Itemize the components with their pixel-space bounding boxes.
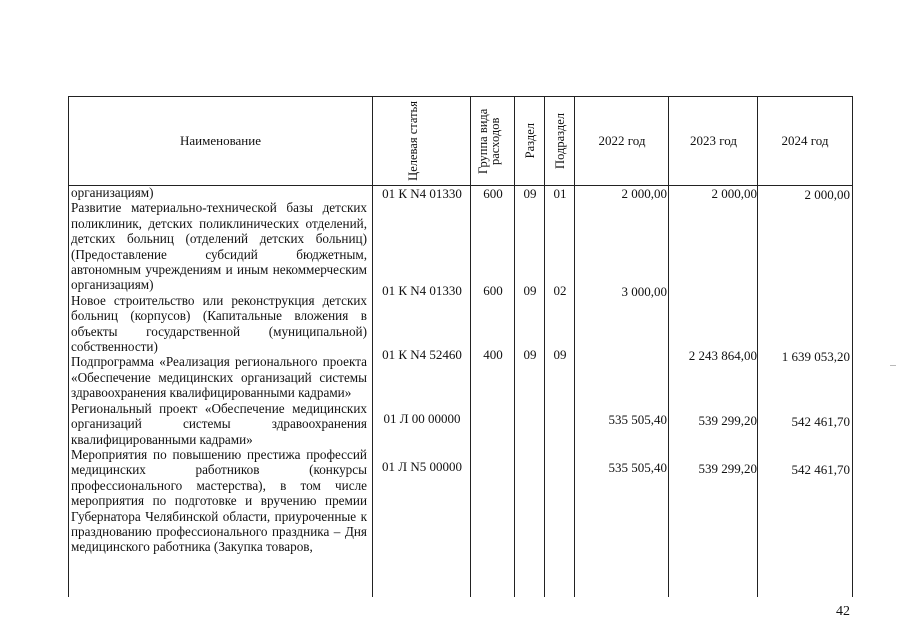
row-amount-2022: 3 000,00 bbox=[621, 284, 667, 299]
row-amount-2022: 535 505,40 bbox=[608, 460, 667, 475]
row-amount-2024: 1 639 053,20 bbox=[781, 349, 850, 364]
header-2024: 2024 год bbox=[781, 133, 829, 148]
column-divider bbox=[668, 97, 669, 597]
name-column bbox=[69, 185, 372, 597]
row-section: 09 bbox=[523, 347, 537, 362]
row-target-article: 01 К N4 01330 bbox=[382, 186, 462, 201]
row-name: Региональный проект «Обеспечение медицинских организаций системы здравоохранения квалифицированными кадрами» bbox=[71, 400, 367, 447]
header-name-cell bbox=[69, 97, 372, 185]
row-amount-2023: 2 243 864,00 bbox=[688, 348, 757, 363]
row-target-article: 01 Л 00 00000 bbox=[383, 411, 461, 426]
row-name: Мероприятия по повышению престижа профессий медицинских работников (конкурсы профессионального мастерства), в том числе мероприятия по подготовке и вручению премии Губернатора Челябинской области, приуроченные к празднованию профессионального праздника – Дня медицинского работника (Закупка товаров, bbox=[71, 446, 367, 555]
header-subsection-cell bbox=[545, 97, 575, 185]
header-2023-cell bbox=[669, 97, 758, 185]
header-2023: 2023 год bbox=[690, 133, 737, 148]
row-expense-group: 400 bbox=[483, 347, 503, 362]
row-subsection: 09 bbox=[553, 347, 567, 362]
header-expense-group-cell bbox=[471, 97, 515, 185]
header-target-article: Целевая статья bbox=[406, 101, 420, 181]
row-amount-2022: 535 505,40 bbox=[608, 412, 667, 427]
row-amount-2024: 542 461,70 bbox=[791, 414, 850, 429]
row-target-article: 01 К N4 01330 bbox=[382, 283, 462, 298]
header-subsection: Подраздел bbox=[553, 113, 567, 169]
header-section: Раздел bbox=[523, 123, 537, 159]
header-target-article-cell bbox=[373, 97, 471, 185]
header-2024-cell bbox=[758, 97, 852, 185]
row-amount-2023: 2 000,00 bbox=[711, 186, 757, 201]
row-amount-2023: 539 299,20 bbox=[698, 413, 757, 428]
table-header bbox=[69, 97, 852, 186]
budget-table bbox=[68, 96, 853, 597]
row-amount-2023: 539 299,20 bbox=[698, 461, 757, 476]
scan-edge-mark bbox=[890, 365, 896, 366]
row-expense-group: 600 bbox=[483, 283, 503, 298]
row-target-article: 01 Л N5 00000 bbox=[382, 459, 462, 474]
row-name: Подпрограмма «Реализация регионального проекта «Обеспечение медицинских организаций системы здравоохранения квалифицированными кадрами» bbox=[71, 354, 367, 401]
row-name: организациям) bbox=[71, 185, 154, 200]
row-name: Новое строительство или реконструкция детских больниц (корпусов) (Капитальные вложения в объекты государственной (муниципальной) собственности) bbox=[71, 292, 367, 355]
row-amount-2024: 2 000,00 bbox=[804, 187, 850, 202]
row-section: 09 bbox=[523, 283, 537, 298]
row-name: Развитие материально-технической базы детских поликлиник, детских поликлинических отделений, детских больниц (отделений детских больниц) (Предоставление субсидий бюджетным, автономным учреждениям и иным некоммерческим организациям) bbox=[71, 200, 367, 293]
row-subsection: 01 bbox=[553, 186, 567, 201]
row-subsection: 02 bbox=[553, 283, 567, 298]
row-target-article: 01 К N4 52460 bbox=[382, 347, 462, 362]
header-2022: 2022 год bbox=[598, 133, 646, 148]
row-section: 09 bbox=[523, 186, 537, 201]
header-section-cell bbox=[515, 97, 545, 185]
row-amount-2022: 2 000,00 bbox=[621, 186, 667, 201]
page-number: 42 bbox=[836, 604, 850, 619]
header-2022-cell bbox=[575, 97, 669, 185]
column-divider bbox=[757, 97, 758, 597]
row-expense-group: 600 bbox=[483, 186, 503, 201]
header-name: Наименование bbox=[180, 133, 261, 148]
header-expense-group: Группа вида расходов bbox=[476, 108, 502, 174]
row-amount-2024: 542 461,70 bbox=[791, 462, 850, 477]
